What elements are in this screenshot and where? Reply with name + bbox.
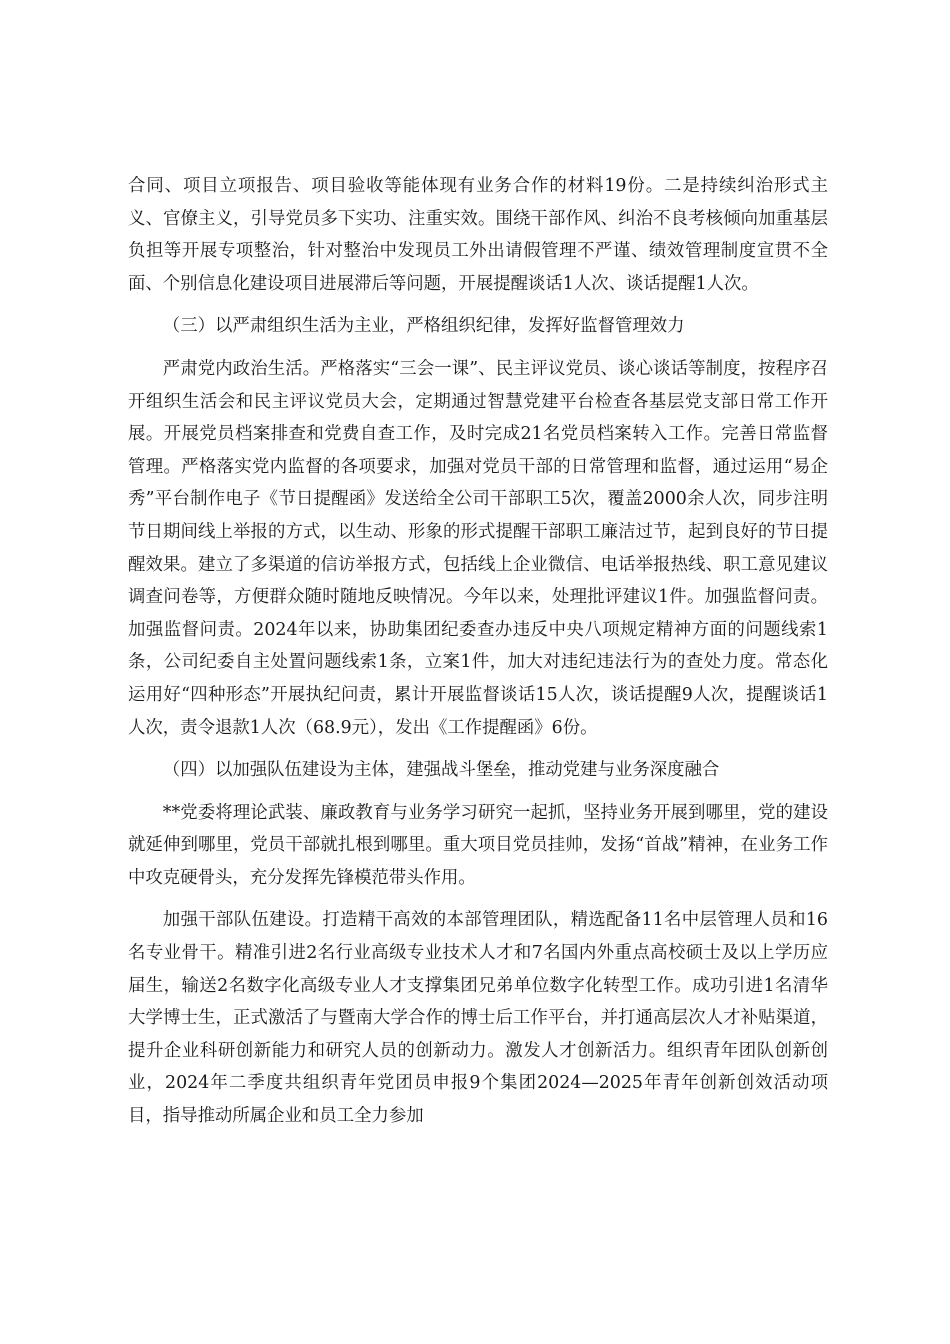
section-heading-3: （三）以严肃组织生活为主业，严格组织纪律，发挥好监督管理效力 — [162, 316, 685, 337]
paragraph-org-life: 严肃党内政治生活。严格落实“三会一课”、民主评议党员、谈心谈话等制度，按程序召开组织生活会和民主评议党员大会，定期通过智慧党建平台检查各基层党支部日常工作开展。开展党员档案排查和党费自查工作，及时完成21名党员档案转入工作。完善日常监督管理。严格落实党内监督的各项要求，加强对党员干部的日常管理和监督，通过运用“易企秀”平台制作电子《节日提醒函》发送给全公司干部职工5次，覆盖2000余人次，同步注明节日期间线上举报的方式，以生动、形象的形式提醒干部职工廉洁过节，起到良好的节日提醒效果。建立了多渠道的信访举报方式，包括线上企业微信、电话举报热线、职工意见建议调查问卷等，方便群众随时随地反映情况。今年以来，处理批评建议1件。加强监督问责。加强监督问责。2024年以来，协助集团纪委查办违反中央八项规定精神方面的问题线索1条，公司纪委自主处置问题线索1条，立案1件，加大对违纪违法行为的查处力度。常态化运用好“四种形态”开展执纪问责，累计开展监督谈话15人次，谈话提醒9人次，提醒谈话1人次，责令退款1人次（68.9元），发出《工作提醒函》6份。 — [128, 358, 828, 738]
section-heading-4: （四）以加强队伍建设为主体，建强战斗堡垒，推动党建与业务深度融合 — [162, 760, 720, 781]
paragraph-continuation: 合同、项目立项报告、项目验收等能体现有业务合作的材料19份。二是持续纠治形式主义、官僚主义，引导党员多下实功、注重实效。围绕干部作风、纠治不良考核倾向加重基层负担等开展专项整治，针对整治中发现员工外出请假管理不严谨、绩效管理制度宣贯不全面、个别信息化建设项目进展滞后等问题，开展提醒谈话1人次、谈话提醒1人次。 — [128, 176, 828, 294]
paragraph-party-committee: **党委将理论武装、廉政教育与业务学习研究一起抓，坚持业务开展到哪里，党的建设就延伸到哪里，党员干部就扎根到哪里。重大项目党员挂帅，发扬“首战”精神，在业务工作中攻克硬骨头，充分发挥先锋模范带头作用。 — [128, 802, 828, 888]
document-body — [128, 170, 828, 1143]
paragraph-cadre-team: 加强干部队伍建设。打造精干高效的本部管理团队，精选配备11名中层管理人员和16名专业骨干。精准引进2名行业高级专业技术人才和7名国内外重点高校硕士及以上学历应届生，输送2名数字化高级专业人才支撑集团兄弟单位数字化转型工作。成功引进1名清华大学博士生，正式激活了与暨南大学合作的博士后工作平台，并打通高层次人才补贴渠道，提升企业科研创新能力和研究人员的创新动力。激发人才创新活力。组织青年团队创新创业，2024年二季度共组织青年党团员申报9个集团2024—2025年青年创新创效活动项目，指导推动所属企业和员工全力参加 — [128, 910, 828, 1127]
